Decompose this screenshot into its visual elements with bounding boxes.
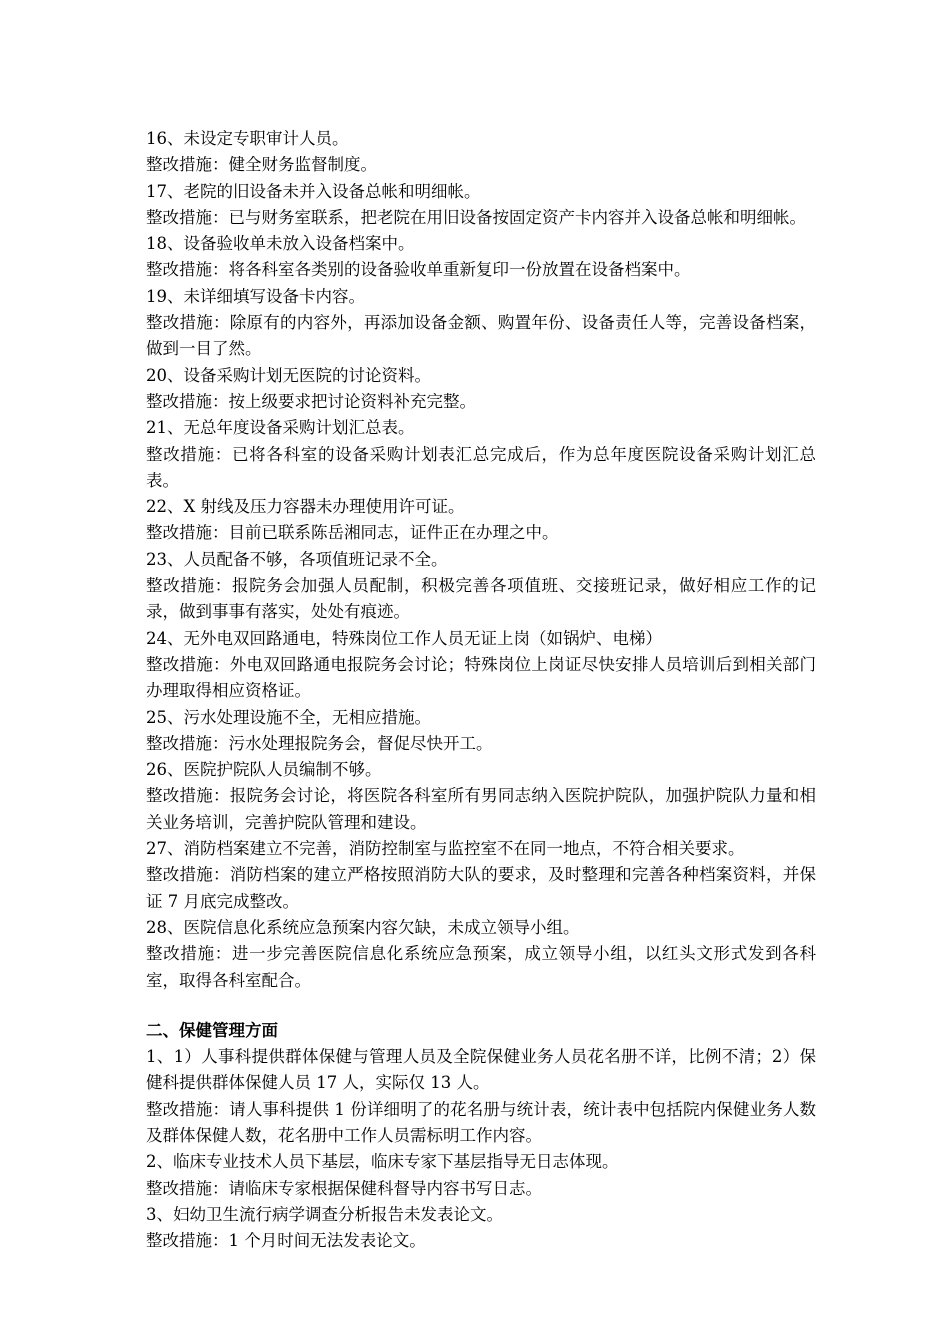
fix-16: 整改措施：健全财务监督制度。 xyxy=(146,155,377,175)
issue-1: 1、1）人事科提供群体保健与管理人员及全院保健业务人员花名册不详，比例不清；2）保健科提供群体保健人员 17 人，实际仅 13 人。 xyxy=(146,1047,816,1093)
fix-24: 整改措施：外电双回路通电报院务会讨论；特殊岗位上岗证尽快安排人员培训后到相关部门办理取得相应资格证。 xyxy=(146,654,816,701)
issue-27: 27、消防档案建立不完善，消防控制室与监控室不在同一地点，不符合相关要求。 xyxy=(146,839,745,859)
fix-20: 整改措施：按上级要求把讨论资料补充完整。 xyxy=(146,391,476,411)
issue-18: 18、设备验收单未放入设备档案中。 xyxy=(146,234,415,254)
fix-21: 整改措施：已将各科室的设备采购计划表汇总完成后，作为总年度医院设备采购计划汇总表。 xyxy=(146,444,816,490)
fix-19: 整改措施：除原有的内容外，再添加设备金额、购置年份、设备责任人等，完善设备档案，做到一目了然。 xyxy=(146,313,816,359)
fix-2: 整改措施：请临床专家根据保健科督导内容书写日志。 xyxy=(146,1178,542,1198)
issue-28: 28、医院信息化系统应急预案内容欠缺，未成立领导小组。 xyxy=(146,917,580,937)
issue-19: 19、未详细填写设备卡内容。 xyxy=(146,286,365,306)
fix-23: 整改措施：报院务会加强人员配制，积极完善各项值班、交接班记录，做好相应工作的记录，做到事事有落实，处处有痕迹。 xyxy=(146,576,816,622)
fix-27: 整改措施：消防档案的建立严格按照消防大队的要求，及时整理和完善各种档案资料，并保证 7 月底完成整改。 xyxy=(146,865,816,911)
fix-26: 整改措施：报院务会讨论，将医院各科室所有男同志纳入医院护院队，加强护院队力量和相关业务培训，完善护院队管理和建设。 xyxy=(146,786,816,832)
section-spacer xyxy=(146,994,816,1018)
fix-3: 整改措施：1 个月时间无法发表论文。 xyxy=(146,1231,426,1251)
issue-3: 3、妇幼卫生流行病学调查分析报告未发表论文。 xyxy=(146,1204,503,1224)
issue-20: 20、设备采购计划无医院的讨论资料。 xyxy=(146,365,431,385)
issue-26: 26、医院护院队人员编制不够。 xyxy=(146,760,382,780)
fix-28: 整改措施：进一步完善医院信息化系统应急预案，成立领导小组，以红头文形式发到各科室，取得各科室配合。 xyxy=(146,944,816,990)
issue-16: 16、未设定专职审计人员。 xyxy=(146,129,349,148)
issue-2: 2、临床专业技术人员下基层，临床专家下基层指导无日志体现。 xyxy=(146,1152,619,1172)
issue-23: 23、人员配备不够，各项值班记录不全。 xyxy=(146,549,448,569)
issue-17: 17、老院的旧设备未并入设备总帐和明细帐。 xyxy=(146,181,481,201)
issue-25: 25、污水处理设施不全，无相应措施。 xyxy=(146,707,431,727)
section-equipment xyxy=(146,126,816,994)
fix-25: 整改措施：污水处理报院务会，督促尽快开工。 xyxy=(146,733,493,753)
fix-17: 整改措施：已与财务室联系，把老院在用旧设备按固定资产卡内容并入设备总帐和明细帐。 xyxy=(146,207,806,227)
issue-21: 21、无总年度设备采购计划汇总表。 xyxy=(146,418,415,438)
section-health-management xyxy=(146,1018,816,1255)
section-heading: 二、保健管理方面 xyxy=(146,1020,278,1040)
fix-22: 整改措施：目前已联系陈岳湘同志，证件正在办理之中。 xyxy=(146,523,559,543)
fix-1: 整改措施：请人事科提供 1 份详细明了的花名册与统计表，统计表中包括院内保健业务人数及群体保健人数，花名册中工作人员需标明工作内容。 xyxy=(146,1099,816,1145)
document-page xyxy=(146,126,816,1254)
fix-18: 整改措施：将各科室各类别的设备验收单重新复印一份放置在设备档案中。 xyxy=(146,260,691,280)
issue-22: 22、X 射线及压力容器未办理使用许可证。 xyxy=(146,497,465,517)
issue-24: 24、无外电双回路通电，特殊岗位工作人员无证上岗（如锅炉、电梯） xyxy=(146,628,662,648)
